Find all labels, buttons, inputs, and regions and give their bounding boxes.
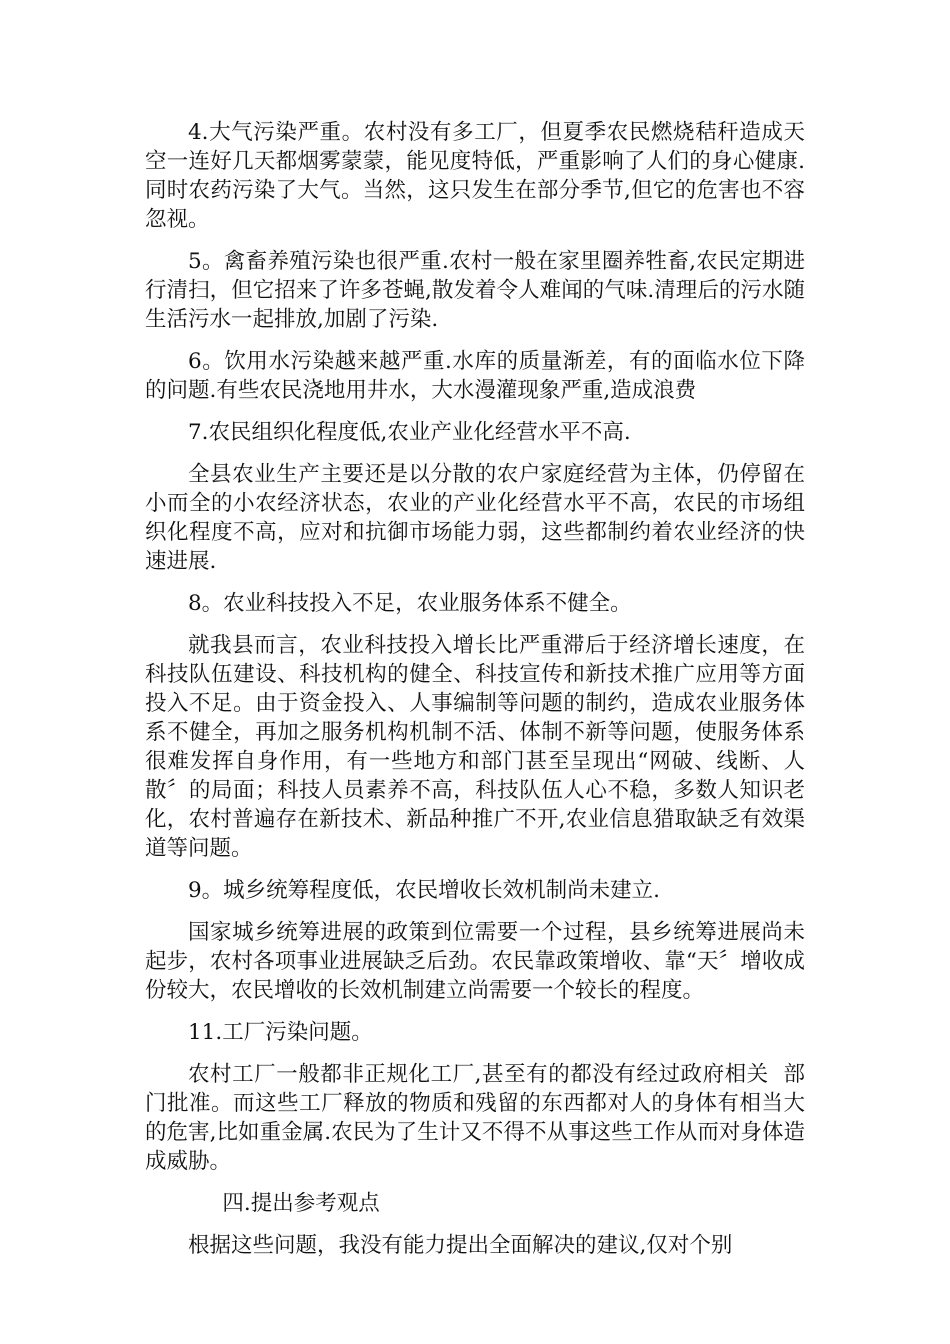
paragraph-urban-rural-body: 国家城乡统筹进展的政策到位需要一个过程，县乡统筹进展尚未起步，农村各项事业进展缺乏后劲。农民靠政策增收、靠“天〞增收成份较大，农民增收的长效机制建立尚需要一个较长的程度。 [145,920,805,1003]
section-heading: 四.提出参考观点 [222,1191,380,1216]
paragraph-organization-body: 全县农业生产主要还是以分散的农户家庭经营为主体，仍停留在小而全的小农经济状态，农业的产业化经营水平不高，农民的市场组织化程度不高，应对和抗御市场能力弱，这些都制约着农业经济的快速进展. [145,462,805,574]
paragraph-livestock-pollution: 5。禽畜养殖污染也很严重.农村一般在家里圈养牲畜,农民定期进行清扫，但它招来了许多苍蝇,散发着令人难闻的气味.清理后的污水随生活污水一起排放,加剧了污染. [145,249,805,332]
paragraph-water-pollution: 6。饮用水污染越来越严重.水库的质量渐差，有的面临水位下降的问题.有些农民浇地用井水，大水漫灌现象严重,造成浪费 [145,349,805,403]
paragraph-factory-heading: 11.工厂污染问题。 [188,1020,373,1045]
paragraph-technology-heading: 8。农业科技投入不足，农业服务体系不健全。 [188,591,632,616]
paragraph-organization-heading: 7.农民组织化程度低,农业产业化经营水平不高. [188,420,631,445]
paragraph-technology-body: 就我县而言，农业科技投入增长比严重滞后于经济增长速度，在科技队伍建设、科技机构的健全、科技宣传和新技术推广应用等方面投入不足。由于资金投入、人事编制等问题的制约，造成农业服务体系不健全，再加之服务机构机制不活、体制不新等问题，使服务体系很难发挥自身作用，有一些地方和部门甚至呈现出“网破、线断、人散〞的局面；科技人员素养不高，科技队伍人心不稳，多数人知识老化，农村普遍存在新技术、新品种推广不开,农业信息猎取缺乏有效渠道等问题。 [145,633,805,861]
document-page [145,118,805,1273]
paragraph-factory-body: 农村工厂一般都非正规化工厂,甚至有的都没有经过政府相关 部门批准。而这些工厂释放的物质和残留的东西都对人的身体有相当大的危害,比如重金属.农民为了生计又不得不从事这些工作从而对身体造成威胁。 [145,1062,805,1174]
paragraph-air-pollution: 4.大气污染严重。农村没有多工厂，但夏季农民燃烧秸秆造成天空一连好几天都烟雾蒙蒙，能见度特低，严重影响了人们的身心健康.同时农药污染了大气。当然，这只发生在部分季节,但它的危害也不容忽视。 [145,120,805,232]
paragraph-urban-rural-heading: 9。城乡统筹程度低，农民增收长效机制尚未建立. [188,878,661,903]
paragraph-final: 根据这些问题，我没有能力提出全面解决的建议,仅对个别 [188,1233,733,1258]
